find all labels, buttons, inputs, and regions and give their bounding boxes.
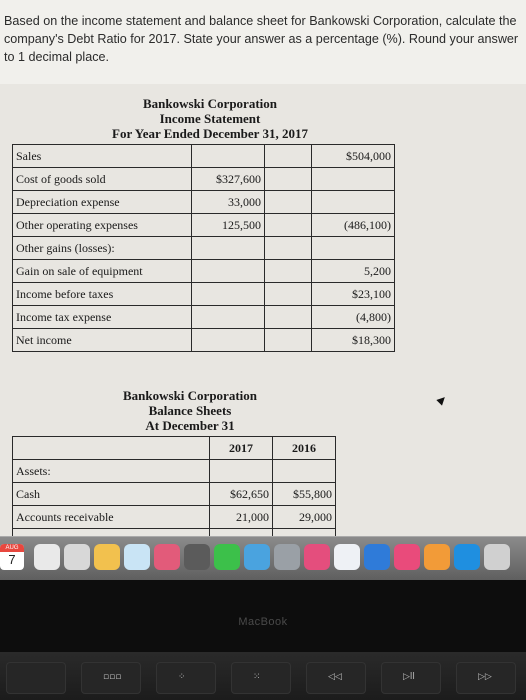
table-row xyxy=(13,260,395,283)
row-spacer xyxy=(265,306,312,329)
laptop-brand: MacBook xyxy=(238,616,288,628)
value-2016 xyxy=(273,460,336,483)
value-2017: $62,650 xyxy=(210,483,273,506)
table-header-row xyxy=(13,437,336,460)
table-row xyxy=(13,237,395,260)
dock-app-icon[interactable] xyxy=(334,544,360,570)
balance-period: At December 31 xyxy=(145,418,235,433)
row-amount xyxy=(192,145,265,168)
income-title: Income Statement xyxy=(159,111,261,126)
key-glyph: ⁘ xyxy=(178,672,186,682)
dock-app-icon[interactable] xyxy=(64,544,90,570)
dock-app-icon[interactable] xyxy=(154,544,180,570)
function-key[interactable] xyxy=(6,662,66,694)
row-total xyxy=(312,191,395,214)
key-glyph: ▷▷ xyxy=(478,672,492,682)
balance-sheet-header xyxy=(70,388,310,433)
table-row xyxy=(13,191,395,214)
table-row xyxy=(13,145,395,168)
row-label: Income tax expense xyxy=(13,306,192,329)
calendar-icon[interactable] xyxy=(0,544,24,570)
row-total: 5,200 xyxy=(312,260,395,283)
header-2016: 2016 xyxy=(273,437,336,460)
row-amount xyxy=(192,237,265,260)
dock-app-icon[interactable] xyxy=(94,544,120,570)
dock-app-icon[interactable] xyxy=(484,544,510,570)
row-label: Other operating expenses xyxy=(13,214,192,237)
balance-sheet-table xyxy=(12,436,336,552)
dock-app-icon[interactable] xyxy=(274,544,300,570)
row-label: Cash xyxy=(13,483,210,506)
worksheet-image xyxy=(0,84,526,538)
income-company: Bankowski Corporation xyxy=(143,96,277,111)
table-row xyxy=(13,168,395,191)
dock-app-icon[interactable] xyxy=(184,544,210,570)
key-glyph: ▫▫▫ xyxy=(103,672,122,682)
row-amount: 125,500 xyxy=(192,214,265,237)
balance-title: Balance Sheets xyxy=(148,403,232,418)
income-statement-header xyxy=(20,96,400,141)
row-total xyxy=(312,168,395,191)
cursor-icon xyxy=(436,394,447,405)
row-label: Assets: xyxy=(13,460,210,483)
dock-app-icon[interactable] xyxy=(214,544,240,570)
row-spacer xyxy=(265,145,312,168)
value-2016: 29,000 xyxy=(273,506,336,529)
row-label: Depreciation expense xyxy=(13,191,192,214)
row-spacer xyxy=(265,260,312,283)
row-total: (486,100) xyxy=(312,214,395,237)
row-spacer xyxy=(265,283,312,306)
row-label: Accounts receivable xyxy=(13,506,210,529)
value-2016: $55,800 xyxy=(273,483,336,506)
table-row xyxy=(13,506,336,529)
row-spacer xyxy=(265,237,312,260)
row-label: Other gains (losses): xyxy=(13,237,192,260)
row-total: $504,000 xyxy=(312,145,395,168)
row-spacer xyxy=(265,191,312,214)
dock-app-icon[interactable] xyxy=(244,544,270,570)
value-2017 xyxy=(210,460,273,483)
row-total: $23,100 xyxy=(312,283,395,306)
income-statement-table xyxy=(12,144,395,352)
row-label: Sales xyxy=(13,145,192,168)
row-total: $18,300 xyxy=(312,329,395,352)
dock-app-icon[interactable] xyxy=(34,544,60,570)
row-amount xyxy=(192,260,265,283)
function-key[interactable] xyxy=(156,662,216,694)
key-glyph: ⁙ xyxy=(253,672,261,682)
key-glyph: ▷ll xyxy=(403,672,415,682)
row-total: (4,800) xyxy=(312,306,395,329)
dock-app-icon[interactable] xyxy=(424,544,450,570)
key-glyph: ◁◁ xyxy=(328,672,342,682)
dock-app-icon[interactable] xyxy=(124,544,150,570)
row-amount: 33,000 xyxy=(192,191,265,214)
calendar-day: 7 xyxy=(8,552,16,567)
row-spacer xyxy=(265,168,312,191)
row-amount xyxy=(192,306,265,329)
row-label: Net income xyxy=(13,329,192,352)
table-row xyxy=(13,306,395,329)
table-row xyxy=(13,283,395,306)
row-total xyxy=(312,237,395,260)
question-text: Based on the income statement and balance sheet for Bankowski Corporation, calculate the company's Debt Ratio for 2017. State your answer as a percentage (%). Round your answer to 1 decimal place. xyxy=(4,14,519,64)
table-row xyxy=(13,214,395,237)
dock-app-icon[interactable] xyxy=(364,544,390,570)
dock-app-icon[interactable] xyxy=(304,544,330,570)
row-spacer xyxy=(265,214,312,237)
table-row xyxy=(13,483,336,506)
row-amount xyxy=(192,329,265,352)
row-label: Gain on sale of equipment xyxy=(13,260,192,283)
balance-company: Bankowski Corporation xyxy=(123,388,257,403)
function-key[interactable] xyxy=(231,662,291,694)
dock-app-icon[interactable] xyxy=(454,544,480,570)
table-row xyxy=(13,329,395,352)
keyboard-function-row xyxy=(0,652,526,700)
row-amount: $327,600 xyxy=(192,168,265,191)
row-label: Cost of goods sold xyxy=(13,168,192,191)
dock-app-icon[interactable] xyxy=(394,544,420,570)
row-label: Income before taxes xyxy=(13,283,192,306)
value-2017: 21,000 xyxy=(210,506,273,529)
income-period: For Year Ended December 31, 2017 xyxy=(112,126,308,141)
header-2017: 2017 xyxy=(210,437,273,460)
calendar-month: AUG xyxy=(0,544,24,552)
row-amount xyxy=(192,283,265,306)
table-row xyxy=(13,460,336,483)
row-spacer xyxy=(265,329,312,352)
dock-icons xyxy=(0,540,526,576)
header-blank xyxy=(13,437,210,460)
